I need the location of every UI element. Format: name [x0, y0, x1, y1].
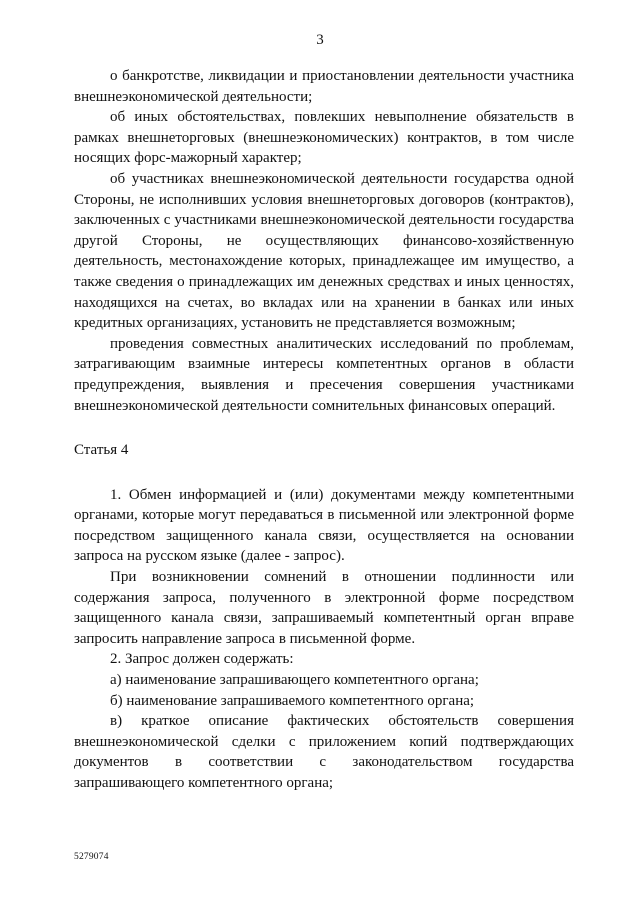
paragraph: а) наименование запрашивающего компетентного органа; — [110, 672, 479, 689]
paragraph: об участниках внешнеэкономической деятельности государства одной Стороны, не исполнивших условия внешнеторговых договоров (контрактов), заключенных с участниками внешнеэкономической деятельности государства другой Стороны, не осуществляющих финансово-хозяйственную деятельность, местонахождение которых, принадлежащее им имущество, а также сведения о принадлежащих им денежных средствах и иных ценностях, находящихся на счетах, во вкладах или на хранении в банках или иных кредитных организациях, установить не представляется возможным; — [74, 170, 574, 332]
paragraph: в) краткое описание фактических обстоятельств совершения внешнеэкономической сделки с приложением копий подтверждающих документов в соответствии с законодательством государства запрашивающего компетентного органа; — [74, 713, 574, 791]
paragraph: об иных обстоятельствах, повлекших невыполнение обязательств в рамках внешнеторговых (внешнеэкономических) контрактов, в том числе носящих форс-мажорный характер; — [74, 109, 574, 167]
paragraph: б) наименование запрашиваемого компетентного органа; — [110, 692, 475, 709]
document-body — [74, 66, 574, 794]
paragraph: При возникновении сомнений в отношении подлинности или содержания запроса, полученного в электронной форме посредством защищенного канала связи, запрашиваемый компетентный орган вправе запросить направление запроса в письменной форме. — [74, 569, 574, 647]
article-heading: Статья 4 — [74, 442, 129, 459]
paragraph: проведения совместных аналитических исследований по проблемам, затрагивающим взаимные интересы компетентных органов в области предупреждения, выявления и пресечения совершения участниками внешнеэкономической деятельности сомнительных финансовых операций. — [74, 335, 574, 414]
document-code: 5279074 — [74, 852, 109, 862]
page-number: 3 — [316, 32, 324, 48]
paragraph: о банкротстве, ликвидации и приостановлении деятельности участника внешнеэкономической деятельности; — [74, 68, 574, 105]
paragraph: 2. Запрос должен содержать: — [110, 651, 294, 668]
paragraph: 1. Обмен информацией и (или) документами между компетентными органами, которые могут передаваться в письменной или электронной форме посредством защищенного канала связи, осуществляется на основании запроса на русском языке (далее - запрос). — [74, 486, 574, 565]
